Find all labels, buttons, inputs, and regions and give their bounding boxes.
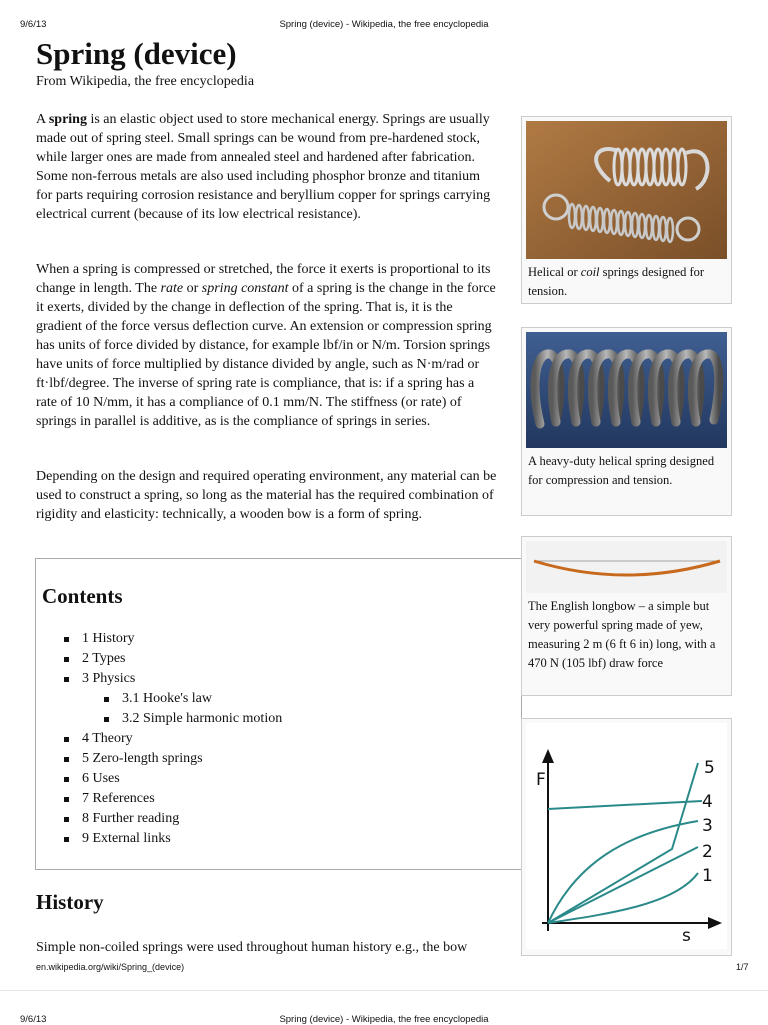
longbow-image[interactable] (526, 541, 727, 593)
heavy-duty-spring-image[interactable] (526, 332, 727, 448)
spring-constant-term: spring constant (201, 281, 289, 296)
next-page-date: 9/6/13 (20, 1014, 47, 1025)
force-deflection-graph (526, 723, 727, 949)
curve-2 (548, 847, 698, 923)
toc-item-references[interactable]: 7 References (64, 789, 282, 809)
toc-item-further-reading[interactable]: 8 Further reading (64, 809, 282, 829)
figure-heavy-duty-spring (521, 327, 732, 516)
toc-item-types[interactable]: 2 Types (64, 649, 282, 669)
curve-label-5: 5 (704, 758, 715, 778)
toc-item-uses[interactable]: 6 Uses (64, 769, 282, 789)
heavy-duty-spring-caption: A heavy-duty helical spring designed for compression and tension. (528, 454, 715, 487)
curve-label-1: 1 (702, 866, 713, 886)
figure-helical-springs (521, 116, 732, 304)
figure-force-deflection-graph (521, 718, 732, 956)
curve-label-2: 2 (702, 842, 713, 862)
page-tagline: From Wikipedia, the free encyclopedia (36, 74, 255, 89)
rate-paragraph: When a spring is compressed or stretched, the force it exerts is proportional to its change in length. The rate or spring constant of a spring is the change in the force it exerts, divided by the change in deflection of the spring. That is, it is the gradient of the force versus deflection curve. An extension or compression spring has units of force divided by distance, for example lbf/in or N/m. Torsion springs have units of force multiplied by distance divided by angle, such as N·m/rad or ft·lbf/degree. The inverse of spring rate is compliance, that is: if a spring has a rate of 10 N/mm, it has a compliance of 0.1 mm/N. The stiffness (or rate) of springs in parallel is additive, as is the compliance of springs in series. (36, 262, 496, 429)
helical-springs-caption: Helical or coil springs designed for tension. (528, 265, 705, 298)
curve-label-4: 4 (702, 792, 713, 812)
page-title: Spring (device) (36, 36, 237, 71)
heavy-duty-spring-photo (526, 332, 727, 448)
longbow-caption: The English longbow – a simple but very powerful spring made of yew, measuring 2 m (6 ft 6 in) long, with a 470 N (105 lbf) draw force (528, 599, 716, 670)
y-axis-label: F (536, 770, 546, 790)
print-page-number: 1/7 (736, 962, 749, 972)
toc-item-zero-length-springs[interactable]: 5 Zero-length springs (64, 749, 282, 769)
history-paragraph: Simple non-coiled springs were used throughout human history e.g., the bow (36, 940, 468, 955)
print-date: 9/6/13 (20, 19, 47, 30)
x-axis-arrow (708, 917, 722, 929)
x-axis-label: s (682, 926, 691, 946)
toc-item-theory[interactable]: 4 Theory (64, 729, 282, 749)
history-heading: History (36, 890, 104, 914)
material-paragraph: Depending on the design and required operating environment, any material can be used to construct a spring, so long as the material has the required combination of rigidity and elasticity: technically, a wooden bow is a form of spring. (36, 469, 497, 522)
helical-springs-image[interactable] (526, 121, 727, 259)
print-title: Spring (device) - Wikipedia, the free encyclopedia (279, 19, 489, 30)
longbow-photo (526, 541, 727, 593)
figure-longbow (521, 536, 732, 696)
toc-item-history[interactable]: 1 History (64, 629, 282, 649)
table-of-contents (35, 558, 522, 870)
curve-5 (548, 763, 698, 923)
curve-label-3: 3 (702, 816, 713, 836)
toc-item-external-links[interactable]: 9 External links (64, 829, 282, 849)
rate-term: rate (160, 281, 184, 296)
page-break (0, 990, 768, 991)
print-url: en.wikipedia.org/wiki/Spring_(device) (36, 962, 185, 972)
curve-4 (548, 801, 702, 809)
toc-list (64, 629, 282, 849)
toc-title: Contents (42, 584, 123, 608)
intro-paragraph: A spring is an elastic object used to store mechanical energy. Springs are usually made out of spring steel. Small springs can be wound from pre-hardened stock, while larger ones are made from annealed steel and hardened after fabrication. Some non-ferrous metals are also used including phosphor bronze and titanium for parts requiring corrosion resistance and beryllium copper for springs carrying electrical current (because of its low electrical resistance). (36, 112, 491, 222)
next-page-title: Spring (device) - Wikipedia, the free encyclopedia (279, 1014, 489, 1025)
helical-springs-photo (526, 121, 727, 259)
force-deflection-graph-image[interactable] (526, 723, 727, 949)
curve-1 (548, 873, 698, 923)
spring-bold: spring (48, 112, 87, 127)
toc-item-hookes-law[interactable]: 3.1 Hooke's law (104, 689, 282, 709)
toc-item-simple-harmonic-motion[interactable]: 3.2 Simple harmonic motion (104, 709, 282, 729)
toc-item-physics[interactable]: 3 Physics (64, 669, 282, 689)
y-axis-arrow (542, 749, 554, 763)
